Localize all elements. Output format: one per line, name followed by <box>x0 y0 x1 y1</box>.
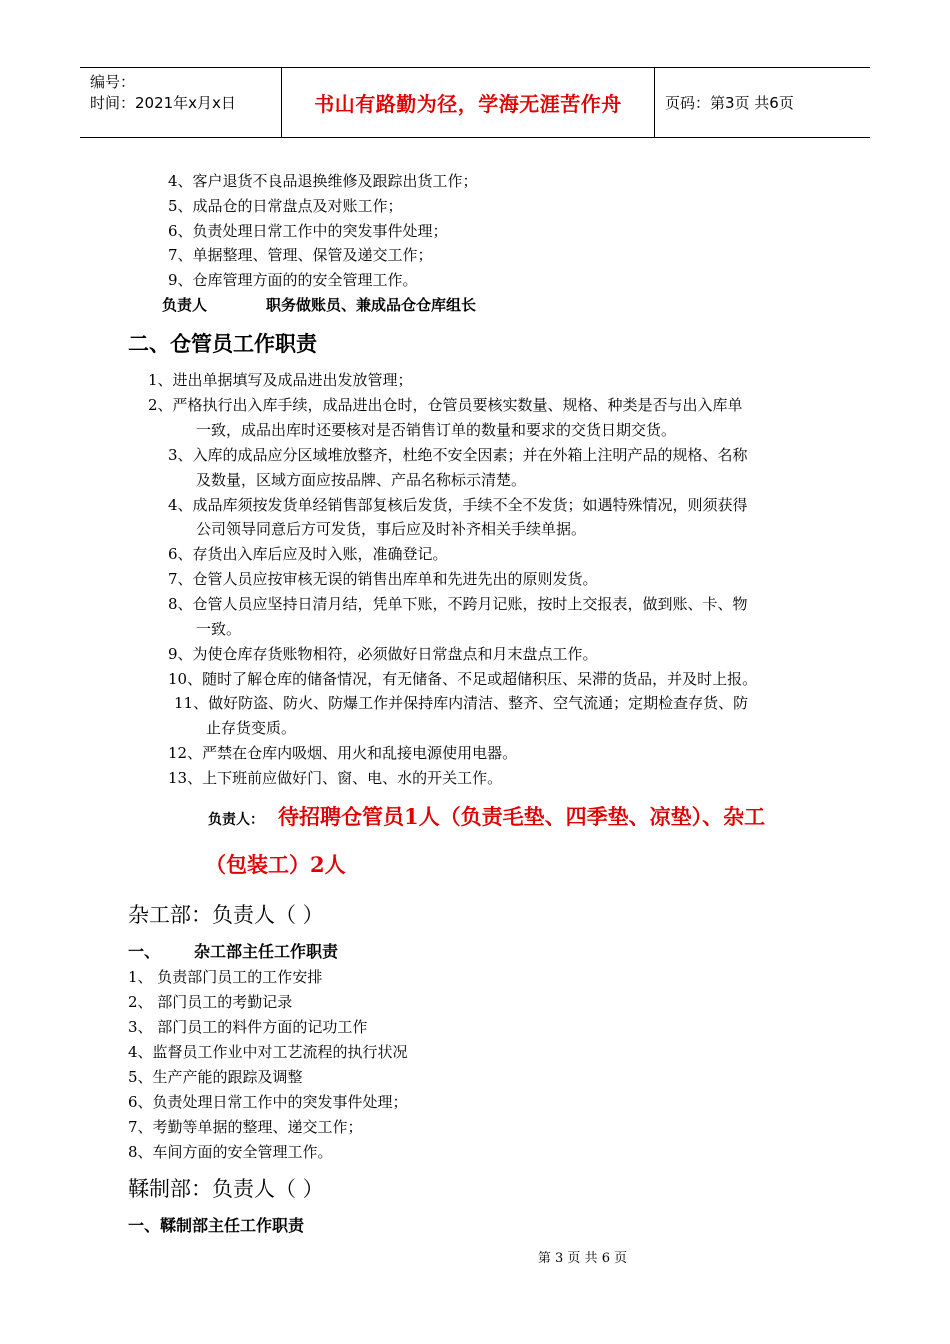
list-item: 3、 部门员工的料件方面的记功工作 <box>128 1018 368 1036</box>
list-item: 3、入库的成品应分区域堆放整齐，杜绝不安全因素；并在外箱上注明产品的规格、名称 <box>168 446 748 464</box>
list-item: 13、上下班前应做好门、窗、电、水的开关工作。 <box>168 769 503 787</box>
list-item: 1、进出单据填写及成品进出发放管理； <box>148 371 413 389</box>
list-item-cont: 止存货变质。 <box>206 719 297 737</box>
list-item: 10、随时了解仓库的储备情况，有无储备、不足或超储积压、呆滞的货品，并及时上报。 <box>168 670 758 688</box>
time-label: 时间：2021年x月x日 <box>90 94 236 112</box>
page-footer: 第 3 页 共 6 页 <box>537 1251 628 1266</box>
page-header <box>80 67 870 138</box>
dept-heading: 鞣制部：负责人（ ） <box>128 1177 324 1201</box>
responsible-value-cont: （包装工）2人 <box>205 852 346 877</box>
list-item: 6、负责处理日常工作中的突发事件处理； <box>128 1093 408 1111</box>
list-item: 12、严禁在仓库内吸烟、用火和乱接电源使用电器。 <box>168 744 518 762</box>
list-item-cont: 及数量，区域方面应按品牌、产品名称标示清楚。 <box>196 471 527 489</box>
list-item: 7、仓管人员应按审核无误的销售出库单和先进先出的原则发货。 <box>168 570 598 588</box>
list-item-cont: 公司领导同意后方可发货，事后应及时补齐相关手续单据。 <box>196 520 587 538</box>
sub-heading: 杂工部主任工作职责 <box>194 942 339 961</box>
header-motto: 书山有路勤为径，学海无涯苦作舟 <box>282 68 655 137</box>
list-item: 6、负责处理日常工作中的突发事件处理； <box>168 222 448 240</box>
list-item: 8、仓管人员应坚持日清月结，凭单下账，不跨月记账，按时上交报表，做到账、卡、物 <box>168 595 748 613</box>
list-item: 2、严格执行出入库手续，成品进出仓时，仓管员要核实数量、规格、种类是否与出入库单 <box>148 396 743 414</box>
list-item: 5、生产产能的跟踪及调整 <box>128 1068 303 1086</box>
list-item: 9、仓库管理方面的的安全管理工作。 <box>168 271 418 289</box>
header-page-info: 页码：第3页 共6页 <box>665 94 794 112</box>
list-item: 6、存货出入库后应及时入账，准确登记。 <box>168 545 448 563</box>
responsible-value: 待招聘仓管员1人（负责毛垫、四季垫、凉垫）、杂工 <box>278 804 766 829</box>
section-heading: 二、仓管员工作职责 <box>128 332 317 356</box>
list-item: 7、考勤等单据的整理、递交工作； <box>128 1118 363 1136</box>
list-item: 9、为使仓库存货账物相符，必须做好日常盘点和月末盘点工作。 <box>168 645 598 663</box>
list-item: 1、 负责部门员工的工作安排 <box>128 968 323 986</box>
list-item: 4、监督员工作业中对工艺流程的执行状况 <box>128 1043 408 1061</box>
list-item: 5、成品仓的日常盘点及对账工作； <box>168 197 403 215</box>
list-item: 11、做好防盗、防火、防爆工作并保持库内清洁、整齐、空气流通；定期检查存货、防 <box>174 694 749 712</box>
responsible-label: 负责人 <box>162 296 208 314</box>
list-item-cont: 一致，成品出库时还要核对是否销售订单的数量和要求的交货日期交货。 <box>196 421 677 439</box>
number-label: 编号： <box>90 73 136 91</box>
header-left-cell <box>80 68 282 137</box>
sub-heading-number: 一、 <box>128 942 161 961</box>
dept-heading: 杂工部：负责人（ ） <box>128 903 324 927</box>
list-item: 7、单据整理、管理、保管及递交工作； <box>168 246 433 264</box>
list-item: 4、客户退货不良品退换维修及跟踪出货工作； <box>168 172 478 190</box>
list-item: 8、车间方面的安全管理工作。 <box>128 1143 333 1161</box>
sub-heading: 一、鞣制部主任工作职责 <box>128 1216 305 1235</box>
list-item: 4、成品库须按发货单经销售部复核后发货，手续不全不发货；如遇特殊情况，则须获得 <box>168 496 748 514</box>
responsible-label: 负责人： <box>208 812 264 828</box>
list-item-cont: 一致。 <box>196 620 242 638</box>
list-item: 2、 部门员工的考勤记录 <box>128 993 293 1011</box>
responsible-value: 职务做账员、兼成品仓仓库组长 <box>266 296 477 314</box>
